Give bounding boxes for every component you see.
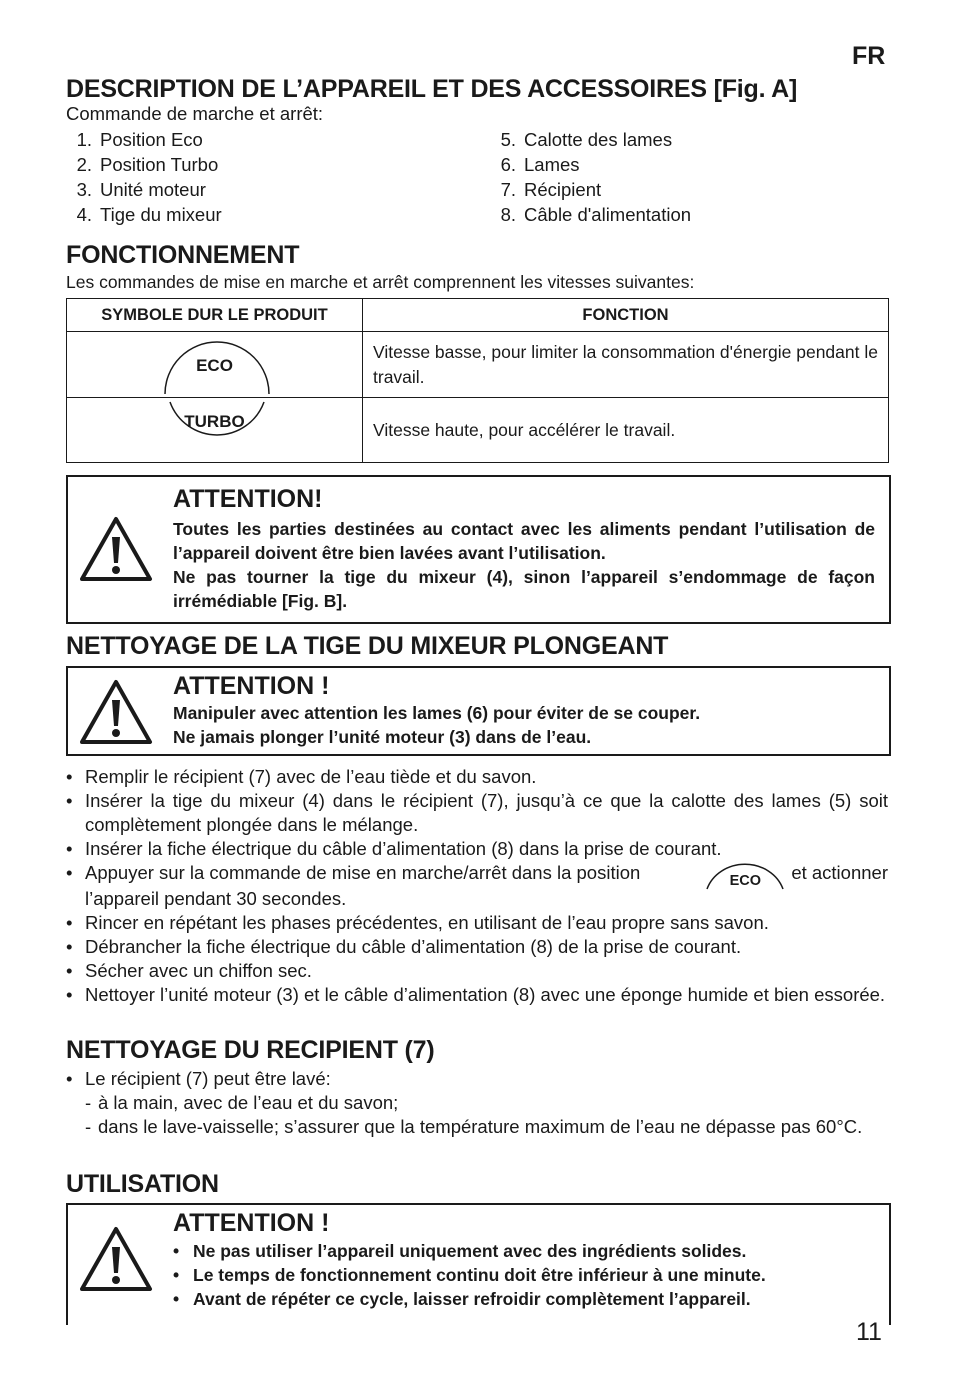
warning-line: Ne jamais plonger l’unité moteur (3) dans de l’eau. [173,727,592,747]
table-header-symbol: SYMBOLE DUR LE PRODUIT [67,299,363,332]
eco-function-text: Vitesse basse, pour limiter la consommation d'énergie pendant le travail. [363,332,889,398]
turbo-symbol-cell [67,398,363,463]
warning-text [173,1239,875,1311]
eco-symbol-icon [705,861,785,887]
list-item: • Rincer en répétant les phases précédentes, en utilisant de l’eau propre sans savon. [66,912,769,933]
list-item: 1. Position Eco [76,129,203,150]
page-number: 11 [856,1318,882,1346]
list-item: 3. Unité moteur [76,179,206,200]
section-title-nettoyage-tige: NETTOYAGE DE LA TIGE DU MIXEUR PLONGEANT [66,632,669,660]
turbo-symbol-label: TURBO [184,412,245,431]
list-item: 8. Câble d'alimentation [500,204,692,225]
table-row [67,332,889,398]
cleaning-steps-list [66,765,888,1007]
list-item: • Nettoyer l’unité moteur (3) et le câble d’alimentation (8) avec une éponge humide et bien essorée. [66,984,886,1005]
warning-triangle-icon [78,678,154,746]
list-subitem: - à la main, avec de l’eau et du savon; [85,1092,399,1113]
warning-title: ATTENTION ! [173,672,330,700]
eco-symbol-cell [67,332,363,398]
description-intro: Commande de marche et arrêt: [66,103,324,124]
table-header-row [67,299,889,332]
list-item: 7. Récipient [500,179,602,200]
table-row [67,398,889,463]
list-item: • Débrancher la fiche électrique du câble d’alimentation (8) de la prise de courant. [66,936,742,957]
list-item: • Remplir le récipient (7) avec de l’eau tiède et du savon. [66,766,537,787]
speed-function-table [66,298,889,463]
warning-line: • Avant de répéter ce cycle, laisser refroidir complètement l’appareil. [173,1289,751,1309]
warning-triangle-icon [78,1225,154,1293]
list-item: • Insérer la fiche électrique du câble d’alimentation (8) dans la prise de courant. [66,838,722,859]
warning-triangle-icon [78,515,154,583]
list-item: • Sécher avec un chiffon sec. [66,960,312,981]
list-item: 5. Calotte des lames [500,129,673,150]
list-item-eco: • Appuyer sur la commande de mise en marche/arrêt dans la position ECO et actionner l’appareil pendant 30 secondes. [66,862,888,909]
recipient-cleaning-list [66,1067,888,1139]
warning-line: • Ne pas utiliser l’appareil uniquement avec des ingrédients solides. [173,1241,747,1261]
warning-text [173,517,875,613]
list-item: 2. Position Turbo [76,154,219,175]
warning-box-cleaning [66,666,891,756]
list-subitem: - dans le lave-vaisselle; s’assurer que la température maximum de l’eau ne dépasse pas 60°C. [85,1116,863,1137]
section-title-utilisation: UTILISATION [66,1170,219,1198]
warning-title: ATTENTION! [173,485,323,513]
section-title-nettoyage-recipient: NETTOYAGE DU RECIPIENT (7) [66,1036,435,1064]
warning-box-usage [66,1203,891,1325]
fonctionnement-intro: Les commandes de mise en marche et arrêt comprennent les vitesses suivantes: [66,272,695,292]
section-title-fonctionnement: FONCTIONNEMENT [66,241,300,269]
warning-line: Toutes les parties destinées au contact avec les aliments pendant l’utilisation de l’appareil doivent être bien lavées avant l’utilisation. [173,519,875,563]
eco-badge-label: ECO [729,873,762,889]
section-title-description: DESCRIPTION DE L’APPAREIL ET DES ACCESSOIRES [Fig. A] [66,75,798,103]
description-list-right [490,127,691,227]
list-item: • Le récipient (7) peut être lavé: [66,1068,331,1089]
warning-line: • Le temps de fonctionnement continu doit être inférieur à une minute. [173,1265,766,1285]
language-marker: FR [852,42,886,70]
warning-line: Manipuler avec attention les lames (6) pour éviter de se couper. [173,703,701,723]
list-item: 6. Lames [500,154,580,175]
table-header-function: FONCTION [363,299,889,332]
warning-text [173,701,875,749]
eco-symbol-label: ECO [196,356,233,375]
warning-box-general [66,475,891,624]
list-item: 4. Tige du mixeur [76,204,222,225]
warning-line: Ne pas tourner la tige du mixeur (4), sinon l’appareil s’endommage de façon irrémédiable [Fig. B]. [173,567,875,611]
turbo-function-text: Vitesse haute, pour accélérer le travail. [363,398,889,463]
warning-title: ATTENTION ! [173,1209,330,1237]
list-item: • Insérer la tige du mixeur (4) dans le récipient (7), jusqu’à ce que la calotte des lames (5) soit complètement plongée dans le mélange. [66,790,888,835]
description-list-left [66,127,222,227]
